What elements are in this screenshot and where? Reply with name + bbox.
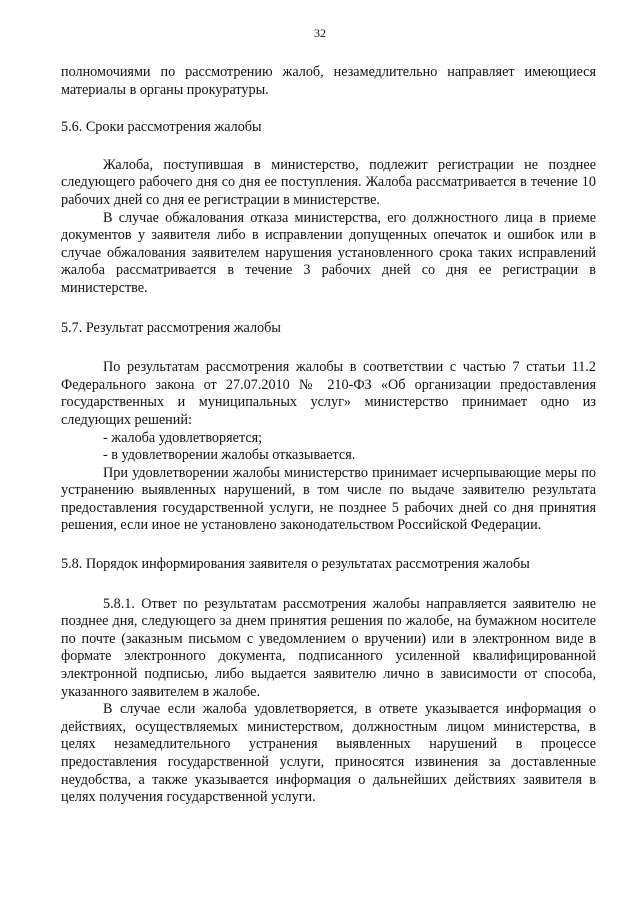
paragraph-5-6-a: Жалоба, поступившая в министерство, подлежит регистрации не позднее следующего рабочего дня со дня ее поступления. Жалоба рассматривается в течение 10 рабочих дней со дня ее регистрации в министерстве. <box>61 156 596 208</box>
paragraph-5-6-b: В случае обжалования отказа министерства, его должностного лица в приеме документов у заявителя либо в исправлении допущенных опечаток и ошибок или в случае обжалования заявителем нарушения установленного срока таких исправлений жалоба рассматривается в течение 3 рабочих дней со дня ее регистрации в министерстве. <box>61 209 596 296</box>
paragraph-5-8-a: 5.8.1. Ответ по результатам рассмотрения жалобы направляется заявителю не позднее дня, следующего за днем принятия решения по жалобе, на бумажном носителе по почте (заказным письмом с уведомлением о вручении) или в электронном виде в формате электронного документа, подписанного усиленной квалифицированной электронной подписью, либо выдается заявителю лично в зависимости от способа, указанного заявителем в жалобе. <box>61 595 596 700</box>
paragraph-5-7-a: По результатам рассмотрения жалобы в соответствии с частью 7 статьи 11.2 Федерального закона от 27.07.2010 № 210-ФЗ «Об организации предоставления государственных и муниципальных услуг» министерство принимает одно из следующих решений: <box>61 359 596 428</box>
section-heading-5-7: 5.7. Результат рассмотрения жалобы <box>61 319 281 336</box>
paragraph-5-7-b: При удовлетворении жалобы министерство принимает исчерпывающие меры по устранению выявленных нарушений, в том числе по выдаче заявителю результата предоставления государственной услуги, не позднее 5 рабочих дней со дня принятия решения, если иное не установлено законодательством Российской Федерации. <box>61 464 596 534</box>
list-item-complaint-rejected: - в удовлетворении жалобы отказывается. <box>103 447 356 464</box>
paragraph-intro: полномочиями по рассмотрению жалоб, незамедлительно направляет имеющиеся материалы в органы прокуратуры. <box>61 64 596 98</box>
document-body <box>61 64 596 807</box>
list-item-complaint-satisfied: - жалоба удовлетворяется; <box>103 429 263 446</box>
page-number: 32 <box>314 26 326 40</box>
section-heading-5-6: 5.6. Сроки рассмотрения жалобы <box>61 119 262 136</box>
paragraph-5-8-b: В случае если жалоба удовлетворяется, в ответе указывается информация о действиях, осуществляемых министерством, должностным лицом министерства, в целях незамедлительного устранения выявленных нарушений в процессе предоставления государственной услуги, приносятся извинения за доставленные неудобства, а также указывается информация о дальнейших действиях заявителя в целях получения государственной услуги. <box>61 701 596 806</box>
section-heading-5-8: 5.8. Порядок информирования заявителя о результатах рассмотрения жалобы <box>61 556 530 573</box>
